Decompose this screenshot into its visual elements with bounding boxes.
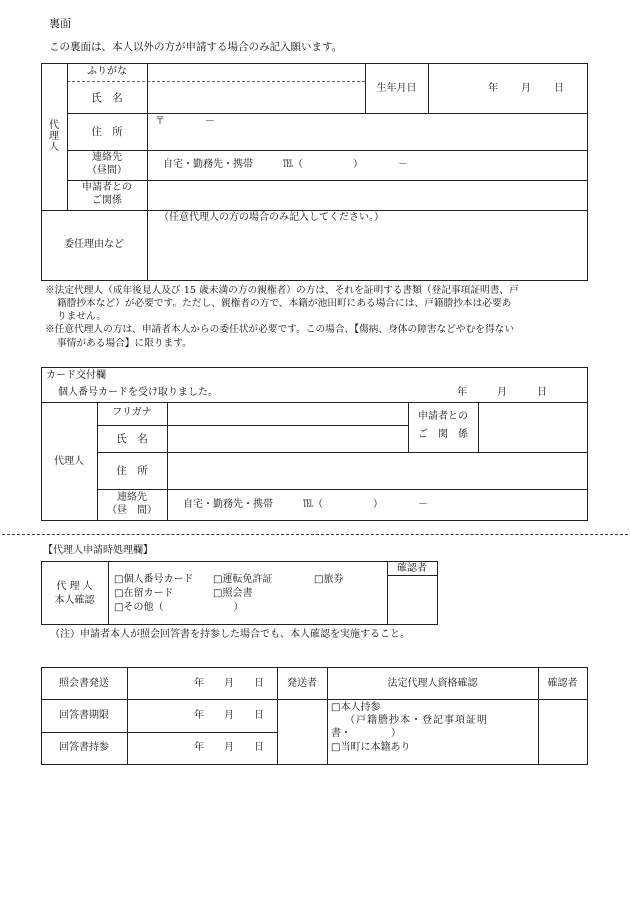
legal-opt-self[interactable]: □本人持参: [331, 702, 381, 713]
identity-confirmer-field[interactable]: [389, 578, 435, 622]
processing-note: （注）申請者本人が照会回答書を持参した場合でも、本人確認を実施すること。: [50, 629, 410, 640]
card-contact-label-daytime: （昼 間）: [107, 505, 157, 516]
identity-label: 代 理 人: [56, 581, 93, 592]
cut-line: [2, 534, 628, 535]
voluntary-proxy-note-1: ※任意代理人の方は、申請者本人からの委任状が必要です。この場合、【傷病、身体の障害などやむを得ない: [45, 324, 515, 335]
identity-confirmer-label: 確認者: [397, 563, 427, 574]
check-drivers-license[interactable]: □運転免許証: [213, 574, 273, 585]
contact-label: 連絡先: [92, 152, 122, 163]
card-relation-label-2: ご 関 係: [418, 429, 468, 440]
sender-field[interactable]: [279, 701, 325, 762]
card-name-field[interactable]: [170, 428, 406, 450]
card-received-date[interactable]: 年 月 日: [457, 387, 547, 398]
card-contact-value[interactable]: 自宅・勤務先・携帯 ℡（ ） －: [183, 499, 428, 510]
check-other[interactable]: □その他（ ）: [114, 602, 244, 613]
legal-proxy-note-2: 籍謄抄本など）が必要です。ただし、親権者の方で、本籍が池田町にある場合には、戸籍謄抄本は必要あ: [57, 298, 512, 309]
legal-opt-docs: （戸籍謄抄本・登記事項証明: [345, 715, 488, 726]
card-relation-field[interactable]: [481, 405, 585, 450]
furigana-label: ふりがな: [87, 66, 127, 77]
processing-title: 【代理人申請時処理欄】: [43, 545, 153, 556]
furigana-field[interactable]: [150, 64, 364, 80]
name-field[interactable]: [150, 83, 364, 111]
sender-label: 発送者: [287, 678, 317, 689]
name-label: 氏 名: [91, 92, 123, 104]
card-furigana-label: フリガナ: [112, 407, 152, 418]
contact-value[interactable]: 自宅・勤務先・携帯 ℡（ ） －: [163, 159, 408, 170]
address-label: 住 所: [91, 126, 123, 138]
check-mynumber-card[interactable]: □個人番号カード: [114, 574, 194, 585]
check-residence-card[interactable]: □在留カード: [114, 588, 174, 599]
relation-label: 申請者との: [82, 182, 132, 193]
relation-label-2: ご関係: [92, 195, 122, 206]
reason-field[interactable]: [150, 226, 585, 278]
birth-label: 生年月日: [376, 83, 417, 94]
address-field[interactable]: [150, 130, 585, 148]
card-address-label: 住 所: [116, 465, 148, 477]
send-date[interactable]: 年 月 日: [194, 678, 264, 689]
card-section-title: カード交付欄: [46, 370, 106, 381]
inquiry-confirmer-field[interactable]: [540, 701, 585, 762]
bring-date[interactable]: 年 月 日: [194, 742, 264, 753]
send-label: 照会書発送: [59, 678, 109, 689]
reason-label: 委任理由など: [64, 239, 124, 250]
legal-proxy-note-3: りません。: [57, 311, 107, 322]
deadline-date[interactable]: 年 月 日: [194, 710, 264, 721]
card-address-field[interactable]: [170, 455, 585, 487]
legal-opt-docs-2: 書・ ）: [331, 728, 401, 739]
card-name-label: 氏 名: [116, 433, 148, 445]
page-title: 裏面: [49, 17, 71, 30]
bring-label: 回答書持参: [59, 742, 109, 753]
intro-text: この裏面は、本人以外の方が申請する場合のみ記入願います。: [49, 41, 343, 53]
reason-hint: （任意代理人の方の場合のみ記入してください。）: [159, 212, 384, 223]
identity-label-2: 本人確認: [54, 595, 95, 606]
card-proxy-label: 代理人: [54, 456, 84, 467]
check-inquiry-letter[interactable]: □照会書: [213, 588, 253, 599]
card-contact-label: 連絡先: [117, 492, 147, 503]
birth-date-format: 年 月 日: [488, 83, 565, 94]
deadline-label: 回答書期限: [59, 710, 109, 721]
inquiry-confirmer-label: 確認者: [547, 678, 578, 689]
card-relation-label: 申請者との: [418, 411, 468, 422]
legal-opt-domicile[interactable]: □当町に本籍あり: [331, 742, 411, 753]
check-passport[interactable]: □旅券: [314, 574, 344, 585]
postal-mark: 〒 －: [155, 116, 215, 127]
card-received-text: 個人番号カードを受け取りました。: [58, 387, 218, 398]
proxy-side-label: 代理人: [49, 120, 59, 153]
relation-field[interactable]: [150, 182, 585, 208]
birth-date-field[interactable]: [430, 65, 585, 111]
contact-label-daytime: （昼間）: [87, 165, 127, 176]
voluntary-proxy-note-2: 事情がある場合】に限ります。: [57, 338, 192, 349]
legal-proxy-note-1: ※法定代理人（成年後見人及び 15 歳未満の方の親権者）の方は、それを証明する書類（登記事項証明書、戸: [45, 285, 519, 296]
legal-proxy-check-label: 法定代理人資格確認: [387, 678, 478, 689]
